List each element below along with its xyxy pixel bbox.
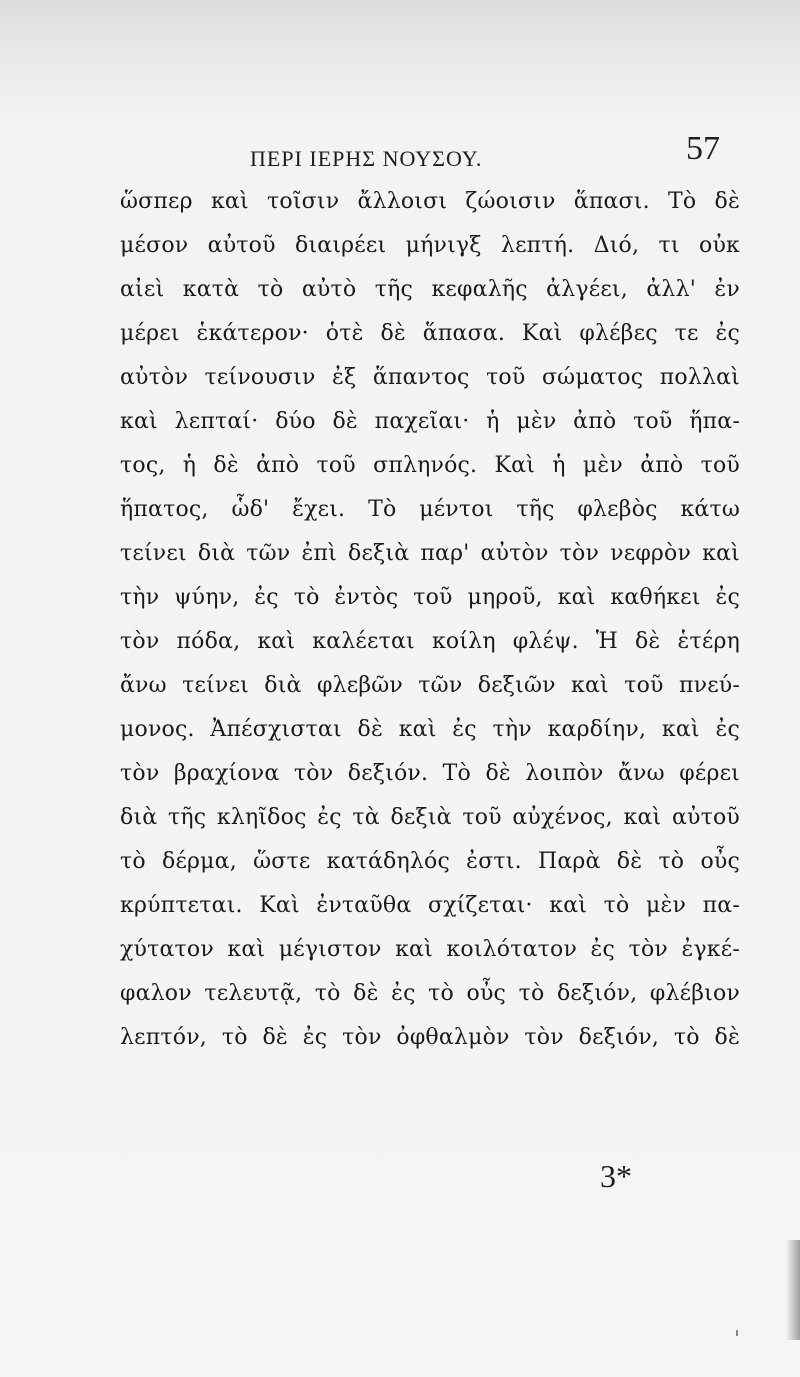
text-line: ἄνω τείνει διὰ φλεβῶν τῶν δεξιῶν καὶ τοῦ πνεύ- <box>120 673 740 698</box>
text-line: αἰεὶ κατὰ τὸ αὐτὸ τῆς κεφαλῆς ἀλγέει, ἀλλ' ἐν <box>120 277 740 302</box>
text-line: ἥπατος, ὧδ' ἔχει. Τὸ μέντοι τῆς φλεβὸς κάτω <box>120 497 740 522</box>
text-line: τος, ἡ δὲ ἀπὸ τοῦ σπληνός. Καὶ ἡ μὲν ἀπὸ τοῦ <box>120 453 740 478</box>
text-line: λεπτόν, τὸ δὲ ἐς τὸν ὀφθαλμὸν τὸν δεξιόν, τὸ δὲ <box>120 1025 740 1050</box>
text-line: τὸν βραχίονα τὸν δεξιόν. Τὸ δὲ λοιπὸν ἄνω φέρει <box>120 761 740 786</box>
page-edge-shadow <box>786 1240 800 1340</box>
text-line: τὴν ψύην, ἐς τὸ ἐντὸς τοῦ μηροῦ, καὶ καθήκει ἐς <box>120 585 740 610</box>
text-line: τὸν πόδα, καὶ καλέεται κοίλη φλέψ. Ἡ δὲ ἑτέρη <box>120 629 740 654</box>
page-number: 57 <box>686 130 720 167</box>
text-line: μέσον αὐτοῦ διαιρέει μήνιγξ λεπτή. Διό, τι οὐκ <box>120 233 740 258</box>
text-line: χύτατον καὶ μέγιστον καὶ κοιλότατον ἐς τὸν ἐγκέ- <box>120 937 740 962</box>
text-line: καὶ λεπταί· δύο δὲ παχεῖαι· ἡ μὲν ἀπὸ τοῦ ἥπα- <box>120 409 740 434</box>
text-line: τείνει διὰ τῶν ἐπὶ δεξιὰ παρ' αὐτὸν τὸν νεφρὸν καὶ <box>120 541 740 566</box>
text-line: μονος. Ἀπέσχισται δὲ καὶ ἐς τὴν καρδίην, καὶ ἐς <box>120 717 740 742</box>
signature-mark: 3* <box>600 1158 632 1194</box>
text-line: φαλον τελευτᾷ, τὸ δὲ ἐς τὸ οὖς τὸ δεξιόν, φλέβιον <box>120 981 740 1006</box>
text-line: ὥσπερ καὶ τοῖσιν ἄλλοισι ζώοισιν ἅπασι. Τὸ δὲ <box>120 189 740 214</box>
text-line: διὰ τῆς κληῖδος ἐς τὰ δεξιὰ τοῦ αὐχένος, καὶ αὐτοῦ <box>120 805 740 830</box>
text-line: μέρει ἑκάτερον· ὁτὲ δὲ ἅπασα. Καὶ φλέβες τε ἐς <box>120 321 740 346</box>
text-line: κρύπτεται. Καὶ ἐνταῦθα σχίζεται· καὶ τὸ μὲν πα- <box>120 893 740 918</box>
text-line: τὸ δέρμα, ὥστε κατάδηλός ἐστι. Παρὰ δὲ τὸ οὖς <box>120 849 740 874</box>
text-line: αὐτὸν τείνουσιν ἐξ ἅπαντος τοῦ σώματος πολλαὶ <box>120 365 740 390</box>
running-title: ΠΕΡΙ ΙΕΡΗΣ ΝΟΥΣΟΥ. <box>250 146 483 171</box>
body-text <box>120 180 740 1060</box>
print-speck <box>736 1330 738 1336</box>
